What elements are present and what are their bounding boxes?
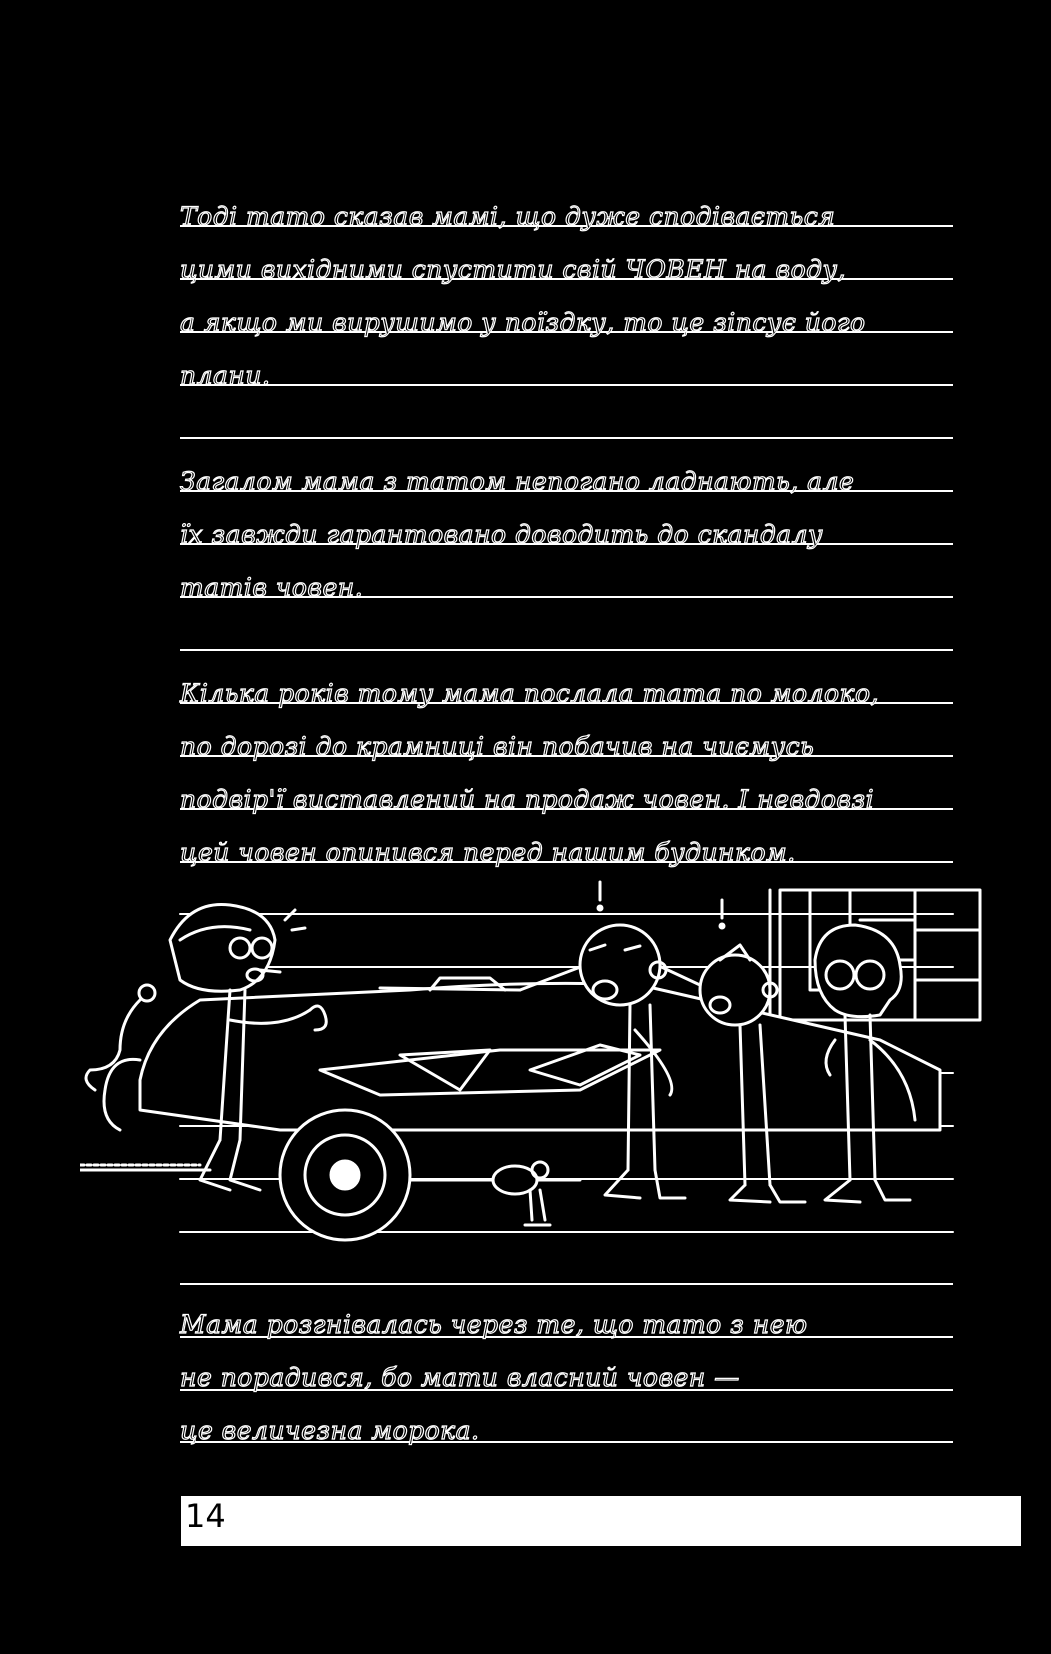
text-line: а якщо ми вирушимо у поїздку, то це зіпсує його bbox=[180, 308, 866, 337]
text-line: їх завжди гарантовано доводить до скандалу bbox=[180, 520, 824, 549]
manny-figure-icon bbox=[493, 1162, 550, 1225]
text-line: цей човен опинився перед нашим будинком. bbox=[180, 838, 796, 867]
ruled-line bbox=[180, 437, 953, 439]
text-line: Тоді тато сказав мамі, що дуже сподівається bbox=[180, 202, 836, 231]
text-line: плани. bbox=[180, 361, 271, 390]
text-line: це величезна морока. bbox=[180, 1416, 480, 1445]
page-number: 14 bbox=[185, 1497, 226, 1535]
ruled-line bbox=[180, 649, 953, 651]
boat-family-illustration bbox=[80, 880, 1025, 1270]
text-line: по дорозі до крамниці він побачив на чиємусь bbox=[180, 732, 815, 761]
text-line: Загалом мама з татом непогано ладнають, але bbox=[180, 467, 855, 496]
text-line: Мама розгнівалась через те, що тато з нею bbox=[180, 1310, 808, 1339]
ruled-line bbox=[180, 1283, 953, 1285]
page-footer-bar bbox=[181, 1496, 1021, 1546]
text-line: цими вихідними спустити свій ЧОВЕН на воду, bbox=[180, 255, 846, 284]
text-line: подвір'ї виставлений на продаж човен. І невдовзі bbox=[180, 785, 875, 814]
text-line: Кілька років тому мама послала тата по молоко, bbox=[180, 679, 879, 708]
text-line: не порадився, бо мати власний човен — bbox=[180, 1363, 740, 1392]
text-line: татів човен. bbox=[180, 573, 364, 602]
